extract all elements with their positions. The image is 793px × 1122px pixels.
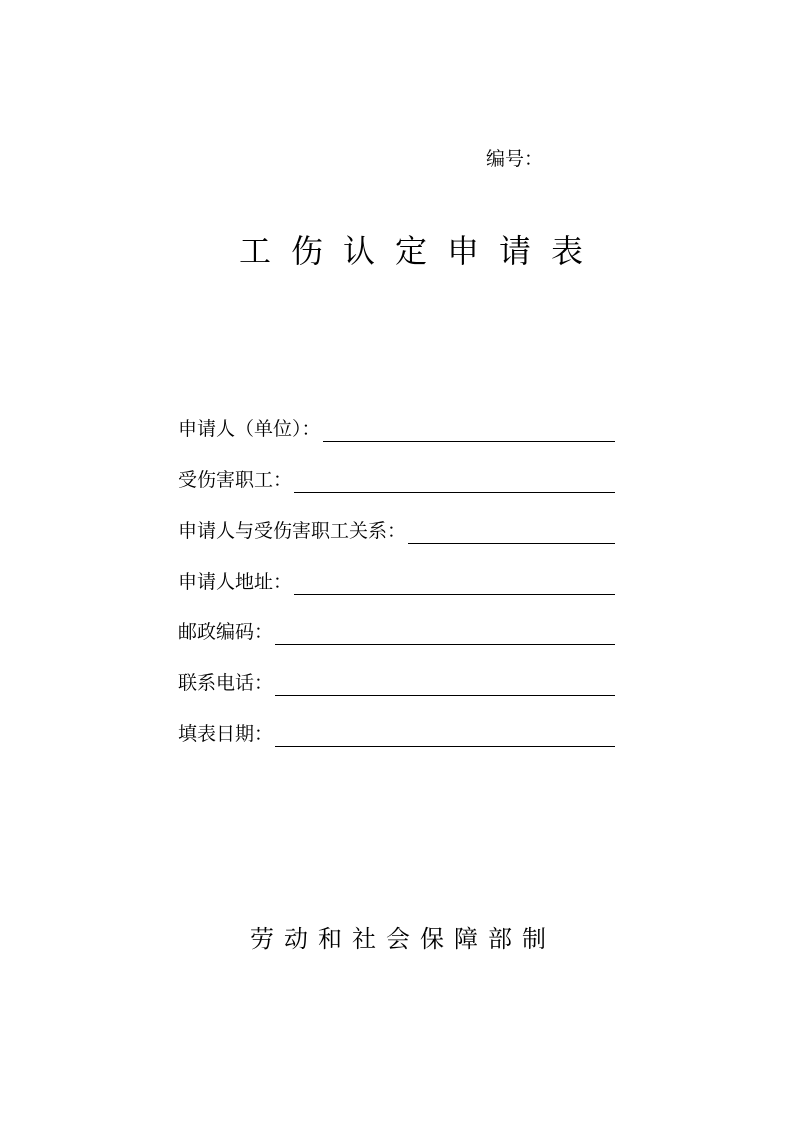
phone-field [178, 664, 615, 696]
postal-code-field [178, 613, 615, 645]
fill-date-field [178, 715, 615, 747]
form-title: 工伤认定申请表 [239, 232, 604, 270]
applicant-address-field [178, 563, 615, 595]
serial-number-label: 编号： [486, 148, 544, 170]
applicant-address-label: 申请人地址： [178, 571, 293, 593]
relationship-label: 申请人与受伤害职工关系： [178, 520, 407, 542]
applicant-field [178, 410, 615, 442]
relationship-input-line[interactable] [408, 517, 615, 544]
phone-label: 联系电话： [178, 672, 274, 694]
injured-worker-input-line[interactable] [294, 466, 615, 493]
relationship-field [178, 512, 615, 544]
postal-code-input-line[interactable] [275, 618, 615, 645]
injured-worker-field [178, 461, 615, 493]
applicant-address-input-line[interactable] [294, 568, 615, 595]
fill-date-input-line[interactable] [275, 720, 615, 747]
issuer-text: 劳动和社会保障部制 [250, 925, 556, 953]
phone-input-line[interactable] [275, 669, 615, 696]
applicant-label: 申请人（单位）： [178, 418, 321, 440]
postal-code-label: 邮政编码： [178, 621, 274, 643]
applicant-input-line[interactable] [323, 415, 615, 442]
injured-worker-label: 受伤害职工： [178, 469, 293, 491]
fill-date-label: 填表日期： [178, 723, 274, 745]
